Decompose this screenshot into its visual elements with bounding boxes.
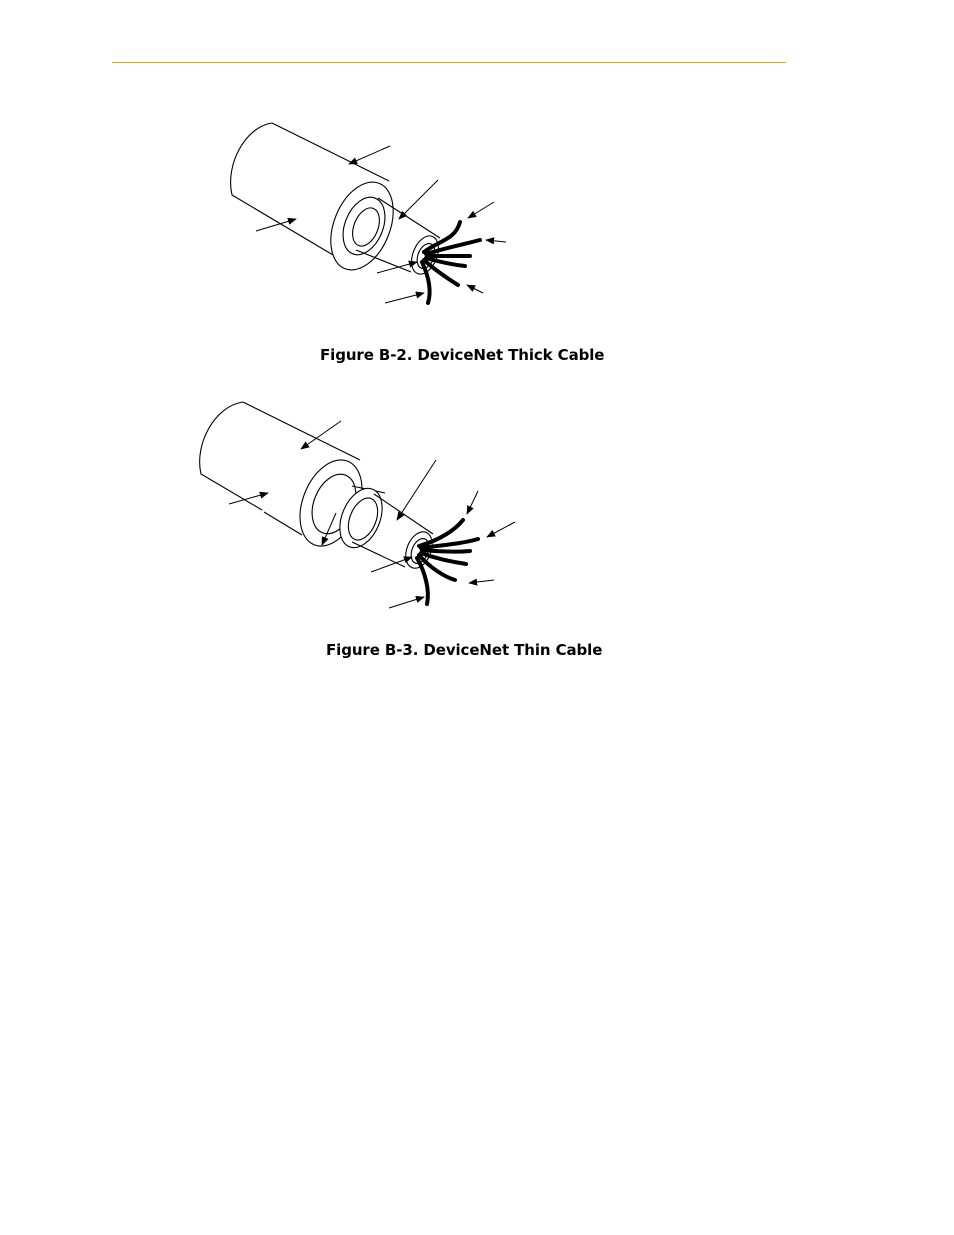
inner-jacket [374, 494, 433, 534]
figure-caption-thin: Figure B-3. DeviceNet Thin Cable [326, 641, 603, 659]
figure-caption-thick: Figure B-2. DeviceNet Thick Cable [320, 346, 605, 364]
outer-jacket [200, 402, 262, 510]
